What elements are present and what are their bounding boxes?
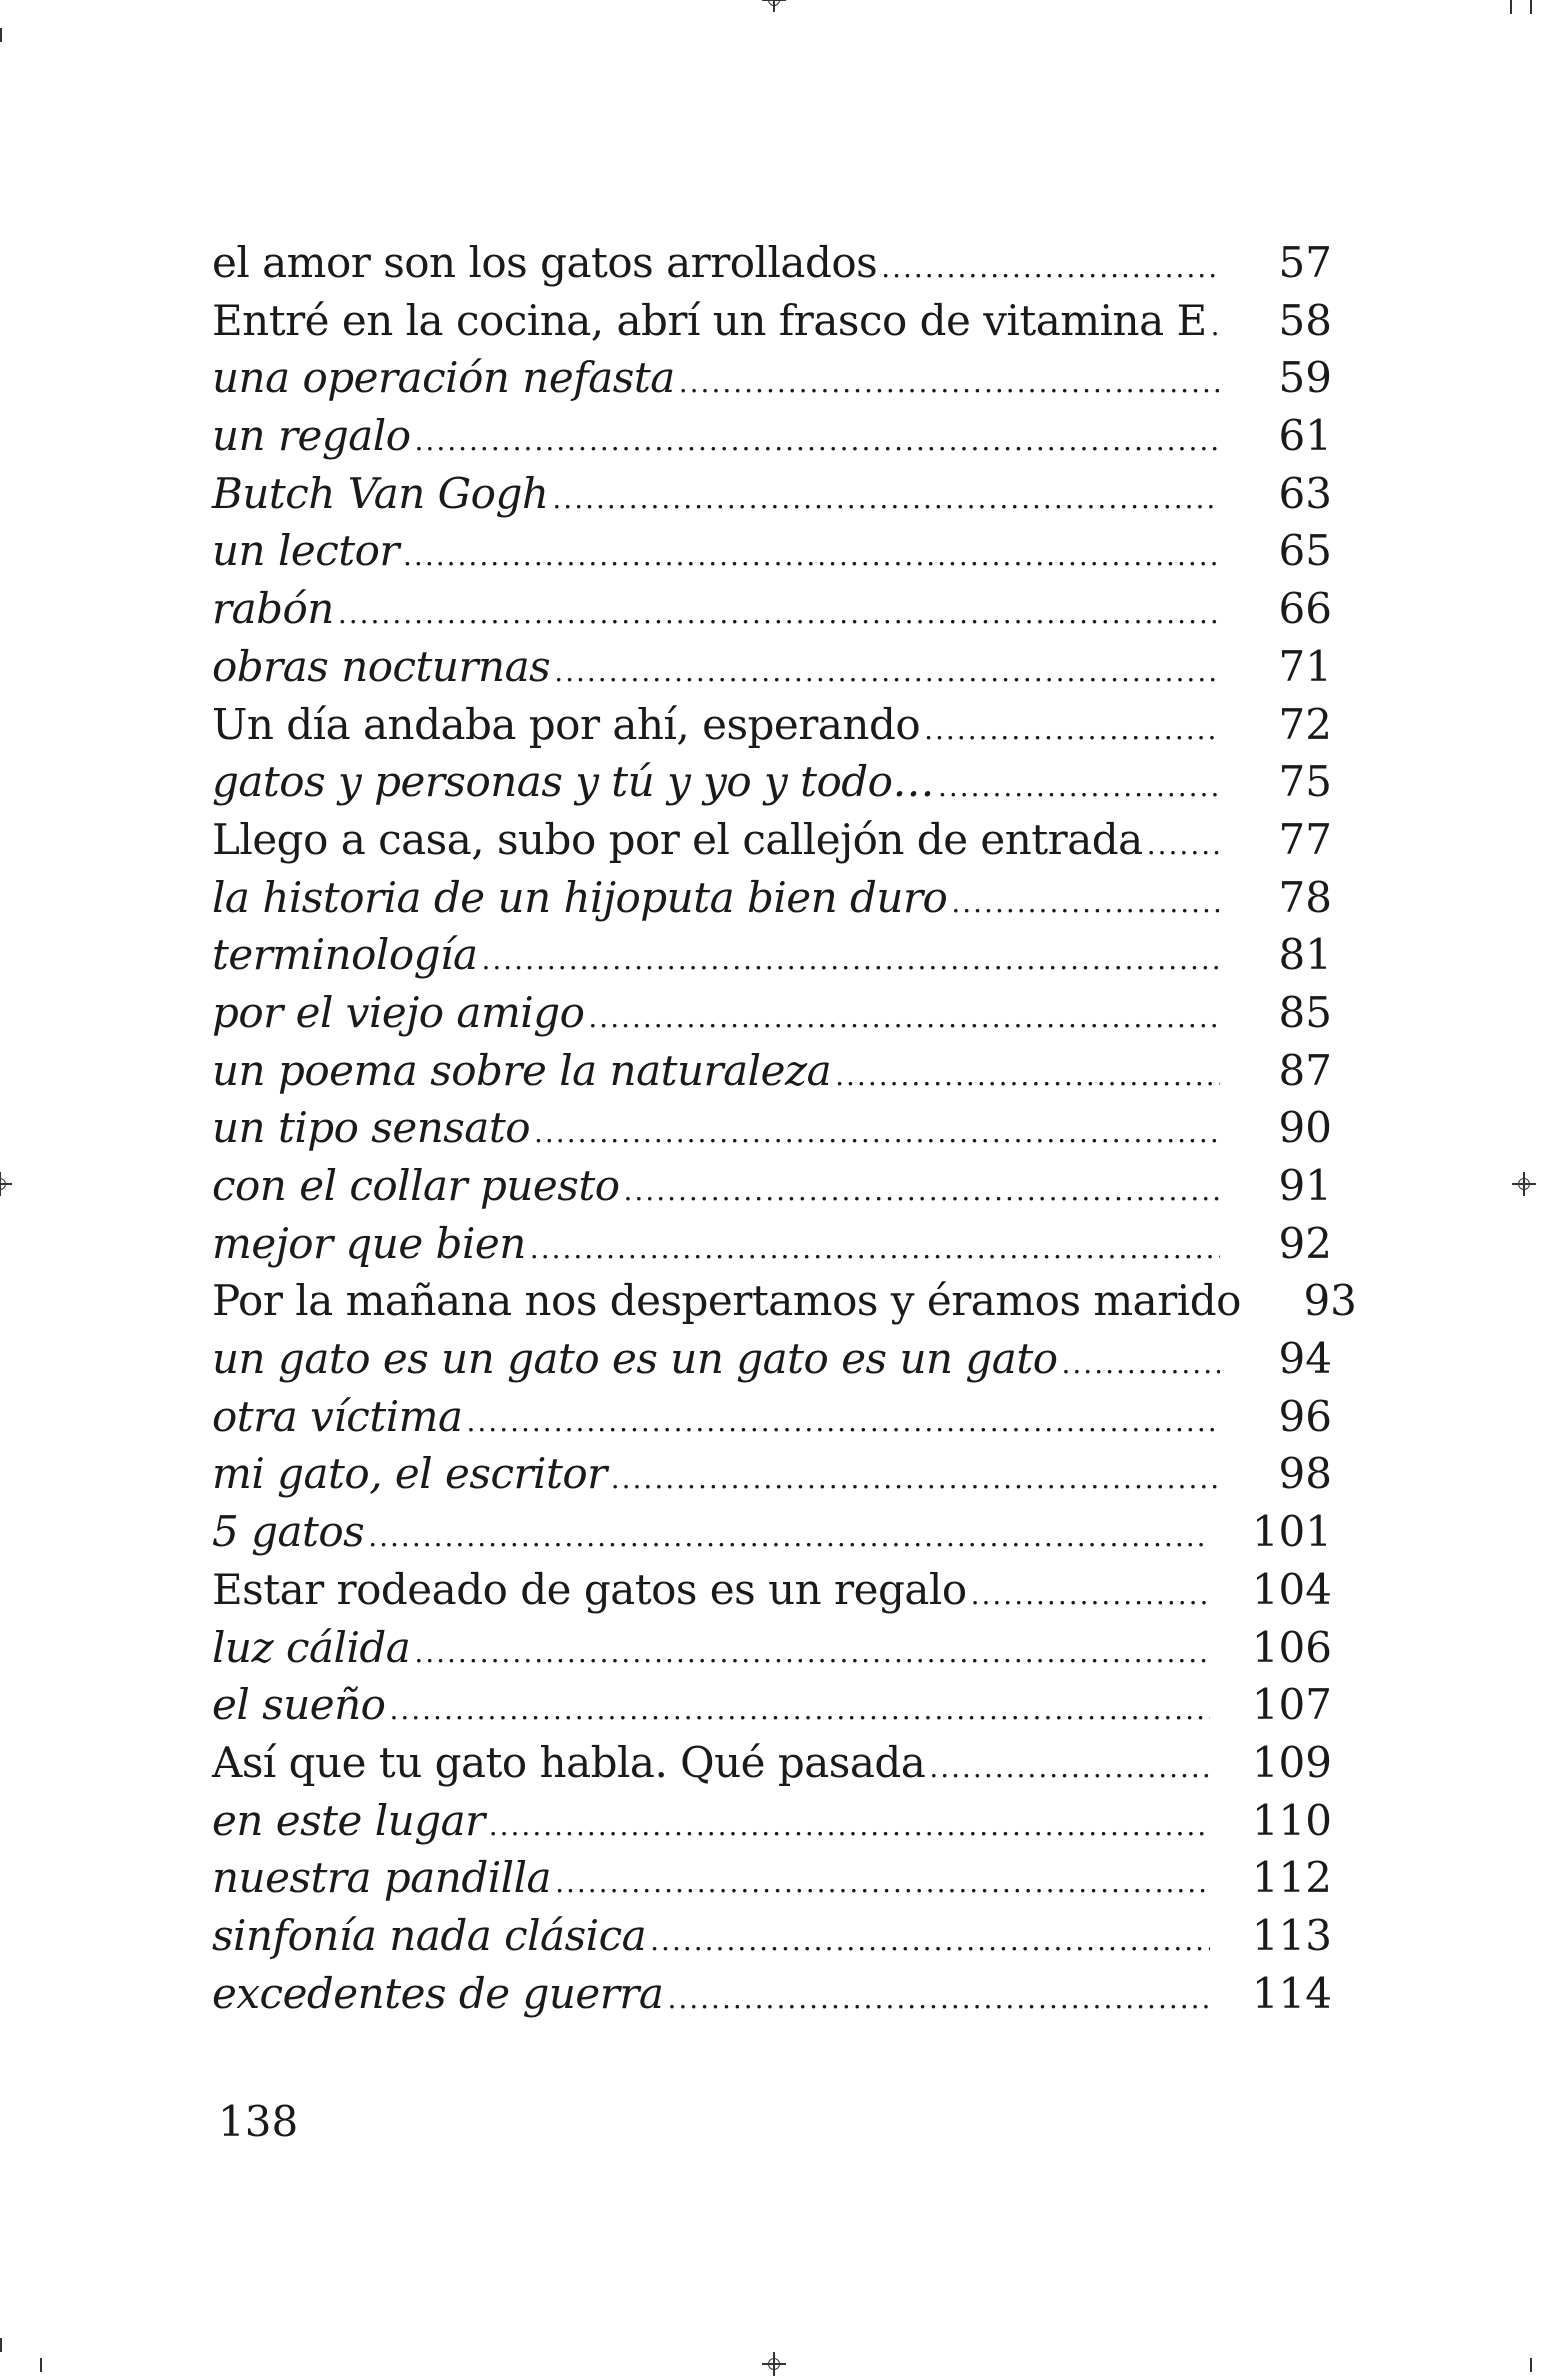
- toc-entry-page-number: 93: [1303, 1276, 1357, 1326]
- toc-entry-page-number: 57: [1278, 238, 1332, 287]
- dot-leader: [938, 758, 1220, 816]
- toc-entry-title: Butch Van Gogh: [212, 468, 549, 518]
- toc-entry-page-number: 90: [1278, 1103, 1332, 1153]
- toc-entry-page-number: 61: [1278, 411, 1332, 461]
- toc-entry-page-number: 81: [1278, 930, 1332, 980]
- toc-entry-page-number: 71: [1278, 641, 1332, 691]
- toc-entry-title: un gato es un gato es un gato es un gato: [212, 1334, 1058, 1384]
- toc-entry: [212, 1042, 1332, 1100]
- toc-entry-title: obras nocturnas: [212, 641, 551, 691]
- toc-entry-page-number: 72: [1278, 699, 1332, 749]
- toc-entry-title: en este lugar: [212, 1795, 485, 1845]
- toc-entry: [212, 1272, 1357, 1330]
- toc-entry-title: rabón: [212, 584, 334, 634]
- toc-entry-title: excedentes de guerra: [212, 1968, 664, 2018]
- dot-leader: [554, 643, 1220, 701]
- crop-mark-top-right: [1530, 0, 1532, 14]
- toc-entry: [212, 465, 1332, 523]
- crop-mark-bottom-left: [0, 2338, 2, 2352]
- toc-entry-page-number: 107: [1251, 1680, 1332, 1730]
- toc-entry: [212, 696, 1332, 754]
- dot-leader: [368, 1508, 1210, 1566]
- toc-entry: [212, 1907, 1332, 1965]
- dot-leader: [467, 1393, 1221, 1451]
- toc-entry: [212, 522, 1332, 580]
- dot-leader: [530, 1220, 1220, 1278]
- toc-entry: [212, 1561, 1332, 1619]
- toc-entry-title: gatos y personas y tú y yo y todo…: [212, 757, 934, 807]
- registration-mark-left: [0, 1172, 12, 1196]
- toc-entry-page-number: 78: [1278, 872, 1332, 922]
- toc-entry: [212, 1965, 1332, 2023]
- toc-entry-page-number: 59: [1278, 353, 1332, 403]
- toc-entry-title: mejor que bien: [212, 1218, 526, 1268]
- toc-entry: [212, 1330, 1332, 1388]
- toc-entry-title: mi gato, el escritor: [212, 1449, 607, 1499]
- dot-leader: [951, 874, 1220, 932]
- toc-entry-page-number: 87: [1278, 1045, 1332, 1095]
- toc-entry: [212, 1215, 1332, 1273]
- toc-entry: [212, 1849, 1332, 1907]
- dot-leader: [588, 989, 1220, 1047]
- toc-entry-title: Por la mañana nos despertamos y éramos marido: [212, 1276, 1241, 1326]
- toc-entry: [212, 580, 1332, 638]
- toc-entry-title: el sueño: [212, 1680, 386, 1730]
- toc-entry-title: una operación nefasta: [212, 353, 675, 403]
- dot-leader: [338, 585, 1220, 643]
- toc-entry-title: 5 gatos: [212, 1507, 365, 1557]
- dot-leader: [924, 701, 1220, 759]
- dot-leader: [667, 1970, 1209, 2028]
- crop-mark-bottom-right: [1530, 2358, 1532, 2372]
- dot-leader: [835, 1047, 1220, 1105]
- dot-leader: [489, 1797, 1210, 1855]
- toc-entry-page-number: 98: [1278, 1449, 1332, 1499]
- registration-mark-right: [1512, 1172, 1536, 1196]
- toc-entry-page-number: 104: [1251, 1564, 1332, 1614]
- toc-entry-page-number: 94: [1278, 1334, 1332, 1384]
- toc-entry-title: un regalo: [212, 411, 411, 461]
- toc-entry: [212, 407, 1332, 465]
- toc-entry: [212, 811, 1332, 869]
- toc-entry-page-number: 110: [1251, 1795, 1332, 1845]
- toc-entry-title: luz cálida: [212, 1622, 411, 1672]
- table-of-contents: [212, 234, 1357, 2022]
- toc-entry: [212, 1792, 1332, 1850]
- toc-entry-title: un poema sobre la naturaleza: [212, 1045, 832, 1095]
- toc-entry-title: un tipo sensato: [212, 1103, 530, 1153]
- toc-entry: [212, 1734, 1332, 1792]
- toc-entry-page-number: 109: [1251, 1737, 1332, 1787]
- toc-entry-page-number: 106: [1251, 1622, 1332, 1672]
- dot-leader: [415, 412, 1220, 470]
- toc-entry-title: Así que tu gato habla. Qué pasada: [212, 1737, 926, 1787]
- toc-entry: [212, 1503, 1332, 1561]
- toc-entry-title: el amor son los gatos arrollados: [212, 238, 878, 287]
- toc-entry: [212, 349, 1332, 407]
- dot-leader: [552, 470, 1220, 528]
- dot-leader: [881, 239, 1220, 297]
- toc-entry: [212, 1099, 1332, 1157]
- toc-entry: [212, 1676, 1332, 1734]
- toc-entry-page-number: 92: [1278, 1218, 1332, 1268]
- toc-entry-page-number: 77: [1278, 814, 1332, 864]
- page-number: 138: [218, 2097, 299, 2146]
- toc-entry-page-number: 85: [1278, 987, 1332, 1037]
- toc-entry: [212, 984, 1332, 1042]
- toc-entry-title: con el collar puesto: [212, 1161, 620, 1210]
- toc-entry-page-number: 113: [1251, 1910, 1332, 1960]
- toc-entry-page-number: 91: [1278, 1161, 1332, 1210]
- crop-mark-bottom-left-2: [40, 2358, 42, 2372]
- toc-entry-title: Estar rodeado de gatos es un regalo: [212, 1564, 967, 1614]
- toc-entry-title: otra víctima: [212, 1391, 463, 1441]
- dot-leader: [679, 354, 1220, 412]
- toc-entry-page-number: 65: [1278, 526, 1332, 576]
- dot-leader: [389, 1681, 1209, 1739]
- toc-entry-page-number: 66: [1278, 584, 1332, 634]
- toc-entry: [212, 638, 1332, 696]
- toc-entry-page-number: 96: [1278, 1391, 1332, 1441]
- toc-entry-page-number: 112: [1251, 1853, 1332, 1903]
- dot-leader: [611, 1450, 1220, 1508]
- registration-mark-top: [762, 0, 786, 12]
- dot-leader: [650, 1912, 1210, 1970]
- toc-entry: [212, 869, 1332, 927]
- dot-leader: [1211, 297, 1220, 355]
- toc-entry: [212, 292, 1332, 350]
- toc-entry-title: Entré en la cocina, abrí un frasco de vitamina E: [212, 295, 1207, 345]
- toc-entry-page-number: 58: [1278, 295, 1332, 345]
- dot-leader: [1062, 1335, 1221, 1393]
- toc-entry-title: nuestra pandilla: [212, 1853, 552, 1903]
- toc-entry: [212, 1388, 1332, 1446]
- toc-entry: [212, 1619, 1332, 1677]
- toc-entry-title: terminología: [212, 930, 478, 980]
- toc-entry-page-number: 101: [1251, 1507, 1332, 1557]
- toc-entry: [212, 234, 1332, 292]
- crop-mark-top-left: [0, 28, 2, 42]
- toc-entry: [212, 1445, 1332, 1503]
- toc-entry-title: por el viejo amigo: [212, 987, 585, 1037]
- dot-leader: [414, 1624, 1210, 1682]
- dot-leader: [555, 1854, 1210, 1912]
- toc-entry-title: Un día andaba por ahí, esperando: [212, 699, 921, 749]
- toc-entry-title: un lector: [212, 526, 400, 576]
- crop-mark-top-right-2: [1510, 0, 1512, 14]
- toc-entry-page-number: 114: [1251, 1968, 1332, 2018]
- toc-entry-title: Llego a casa, subo por el callejón de entrada: [212, 814, 1143, 864]
- toc-entry: [212, 926, 1332, 984]
- dot-leader: [1147, 816, 1220, 874]
- toc-entry: [212, 1157, 1332, 1215]
- dot-leader: [481, 931, 1220, 989]
- dot-leader: [403, 527, 1220, 585]
- registration-mark-bottom: [762, 2352, 786, 2376]
- toc-entry: [212, 753, 1332, 811]
- dot-leader: [624, 1162, 1221, 1220]
- toc-entry-title: la historia de un hijoputa bien duro: [212, 872, 948, 922]
- toc-entry-page-number: 75: [1278, 757, 1332, 807]
- toc-entry-page-number: 63: [1278, 468, 1332, 518]
- toc-entry-title: sinfonía nada clásica: [212, 1910, 647, 1960]
- dot-leader: [971, 1566, 1210, 1624]
- dot-leader: [534, 1104, 1220, 1162]
- dot-leader: [929, 1739, 1210, 1797]
